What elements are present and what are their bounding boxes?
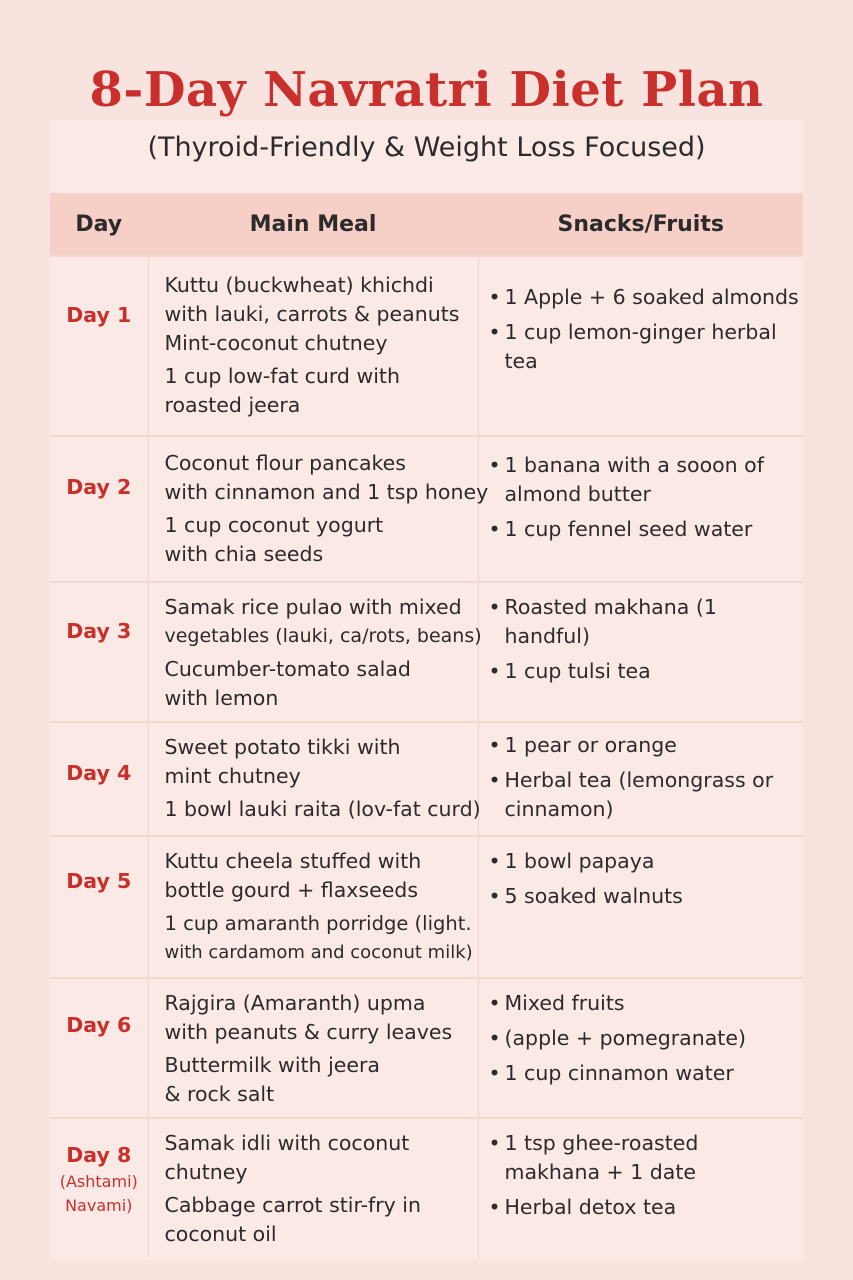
snack-item: • Herbal tea (lemongrass or cinnamon) bbox=[489, 766, 800, 824]
meal-line: Samak idli with coconut bbox=[164, 1131, 410, 1155]
meal-line: roasted jeera bbox=[164, 393, 301, 417]
snacks-cell bbox=[478, 978, 803, 1118]
day-label: Day 6 bbox=[66, 1013, 132, 1037]
meal-line: Kuttu cheela stuffed with bbox=[164, 849, 422, 873]
snack-item: • 1 Apple + 6 soaked almonds bbox=[489, 283, 800, 312]
day-cell bbox=[50, 256, 148, 436]
meal-line: Rajgira (Amaranth) upma bbox=[164, 991, 426, 1015]
snack-item: • 1 tsp ghee-roasted makhana + 1 date bbox=[489, 1129, 800, 1187]
snack-item: • 5 soaked walnuts bbox=[489, 882, 800, 911]
day-cell bbox=[50, 582, 148, 722]
snack-item: • 1 cup fennel seed water bbox=[489, 515, 800, 544]
main-meal-cell bbox=[148, 836, 478, 978]
main-meal-cell bbox=[148, 256, 478, 436]
header-day: Day bbox=[50, 193, 148, 256]
meal-line: with cardamom and coconut milk) bbox=[164, 942, 473, 963]
meal-line: with lemon bbox=[164, 686, 279, 710]
page-subtitle: (Thyroid-Friendly & Weight Loss Focused) bbox=[147, 132, 706, 163]
header-main-meal: Main Meal bbox=[148, 193, 478, 256]
snack-item: • 1 cup lemon-ginger herbal tea bbox=[489, 318, 800, 376]
meal-line: Buttermilk with jeera bbox=[164, 1053, 380, 1077]
snacks-cell bbox=[478, 1118, 803, 1258]
meal-line: Sweet potato tikki with bbox=[164, 735, 401, 759]
meal-line: with chia seeds bbox=[164, 542, 324, 566]
meal-line: coconut oil bbox=[164, 1222, 277, 1246]
meal-line: chutney bbox=[164, 1160, 248, 1184]
table-row bbox=[50, 436, 803, 582]
snack-item: • Mixed fruits bbox=[489, 989, 800, 1018]
snack-item: • (apple + pomegranate) bbox=[489, 1024, 800, 1053]
main-meal-cell bbox=[148, 582, 482, 722]
snack-item: • 1 bowl papaya bbox=[489, 847, 800, 876]
snack-item: • 1 banana with a sooon of almond butter bbox=[489, 451, 800, 509]
snack-item: • 1 pear or orange bbox=[489, 731, 800, 760]
meal-line: bottle gourd + flaxseeds bbox=[164, 878, 418, 902]
meal-line: 1 cup coconut yogurt bbox=[164, 513, 384, 537]
meal-line: Cabbage carrot stir-fry in bbox=[164, 1193, 421, 1217]
snack-item: • 1 cup cinnamon water bbox=[489, 1059, 800, 1088]
meal-line: with lauki, carrots & peanuts bbox=[164, 302, 460, 326]
meal-line: with cinnamon and 1 tsp honey bbox=[164, 480, 489, 504]
meal-line: Kuttu (buckwheat) khichdi bbox=[164, 273, 434, 297]
snack-item: • Herbal detox tea bbox=[489, 1193, 800, 1222]
snacks-cell bbox=[478, 582, 803, 722]
day-label: Day 5 bbox=[66, 869, 132, 893]
main-meal-cell bbox=[148, 1118, 478, 1258]
day-label: Day 3 bbox=[66, 619, 132, 643]
table-row bbox=[50, 582, 803, 722]
day-cell bbox=[50, 836, 148, 978]
day-sub-label: (Ashtami) bbox=[59, 1172, 138, 1191]
day-label: Day 8 bbox=[66, 1143, 132, 1167]
day-cell bbox=[50, 978, 148, 1118]
diet-plan-table bbox=[50, 193, 803, 1258]
table-header-row bbox=[50, 193, 803, 256]
meal-line: 1 bowl lauki raita (lov-fat curd) bbox=[164, 797, 481, 821]
meal-line: vegetables (lauki, ca/rots, beans) bbox=[164, 625, 482, 647]
table-row bbox=[50, 722, 803, 836]
table-row bbox=[50, 978, 803, 1118]
main-meal-cell bbox=[148, 436, 489, 582]
day-sub-label: Navami) bbox=[65, 1196, 133, 1215]
snacks-cell bbox=[478, 436, 803, 582]
snack-item: • Roasted makhana (1 handful) bbox=[489, 593, 800, 651]
meal-line: with peanuts & curry leaves bbox=[164, 1020, 453, 1044]
main-meal-cell bbox=[148, 978, 478, 1118]
table-row bbox=[50, 836, 803, 978]
day-label: Day 2 bbox=[66, 475, 132, 499]
snack-item: • 1 cup tulsi tea bbox=[489, 657, 800, 686]
day-cell bbox=[50, 722, 148, 836]
day-cell bbox=[50, 1118, 148, 1258]
meal-line: Samak rice pulao with mixed bbox=[164, 595, 462, 619]
snacks-cell bbox=[478, 256, 803, 436]
meal-line: Cucumber-tomato salad bbox=[164, 657, 411, 681]
meal-line: Coconut flour pancakes bbox=[164, 451, 406, 475]
meal-line: 1 cup amaranth porridge (light. bbox=[164, 912, 472, 935]
main-meal-cell bbox=[148, 722, 481, 836]
snacks-cell bbox=[478, 722, 803, 836]
meal-line: 1 cup low-fat curd with bbox=[164, 364, 400, 388]
table-row bbox=[50, 256, 803, 436]
snacks-cell bbox=[478, 836, 803, 978]
day-cell bbox=[50, 436, 148, 582]
day-label: Day 1 bbox=[66, 303, 132, 327]
day-label: Day 4 bbox=[66, 761, 132, 785]
page-title: 8-Day Navratri Diet Plan bbox=[89, 62, 764, 118]
table-row bbox=[50, 1118, 803, 1258]
meal-line: mint chutney bbox=[164, 764, 301, 788]
meal-line: & rock salt bbox=[164, 1082, 275, 1106]
header-snacks-fruits: Snacks/Fruits bbox=[478, 193, 803, 256]
meal-line: Mint-coconut chutney bbox=[164, 331, 388, 355]
